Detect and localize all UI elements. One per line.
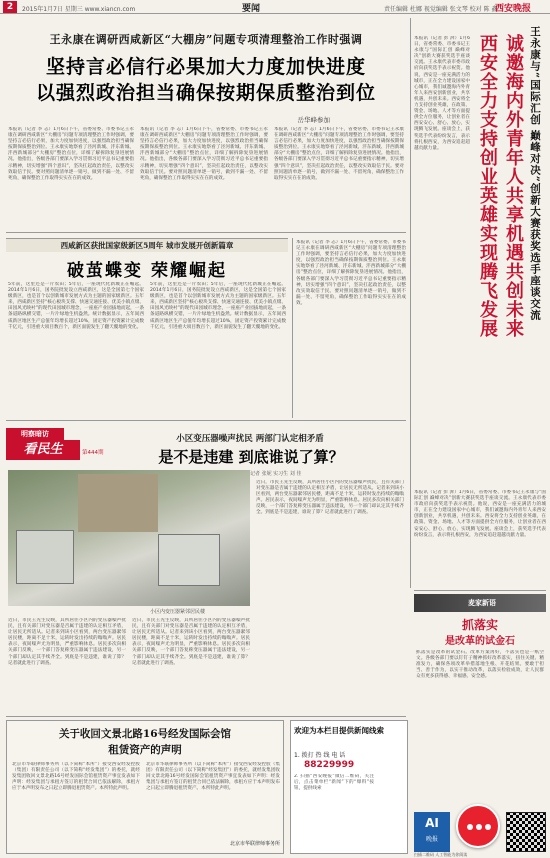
hotline-line2: 2. 扫描“西安晚报”微信二维码，关注后，点击菜单栏“新闻”下的“爆料”按钮，提供线索 [294, 774, 374, 792]
page-header [0, 0, 550, 14]
more-menu-button[interactable] [456, 804, 500, 848]
feature-body-col1: 5年前，这里还是一片农田；5年后，一座现代化新城正在崛起。2014年1月6日，国务院批复设立西咸新区，这是全国第七个国家级新区，也是首个以创新城市发展方式为主题的国家级新区。五年来，西咸新区坚持“核心板块支撑、快速交通连接、优美小镇点缀、田园风光映衬”的现代田园城市理念，一座座产业园拔地而起，一条条道路纵横交错，一片片绿地生机盎然。统计数据显示，五年间西咸新区地区生产总值年均增长超过10%，固定资产投资累计完成数千亿元，引进重大项目数百个，新区面貌发生了翻天覆地的变化。 [8, 282, 144, 330]
lead-byline: 岳华峰参加 [297, 116, 330, 124]
column-divider [410, 18, 411, 588]
column-headline-line1: 抓落实 [461, 618, 498, 632]
section-title: 要闻 [242, 4, 261, 14]
side-headline-a: 诚邀海内外青年人共享机遇共创未来 [503, 34, 524, 338]
transformer-box-left [16, 530, 74, 584]
notice-body-col1: 北京市华联律师事务所（以下简称“本所”）接受西安经发控股（集团）有限责任公司（以下简称“经发集团”）的委托，就经发集团收回文景北路16号经发国际会馆租赁资产事宜发表如下声明：经发集团与承租方签订的租赁合同已依法解除，承租方应于本声明发布之日起立即腾退租赁资产。本所特此声明。 [12, 762, 140, 792]
inquiry-reporter: 记者 张妮 实习生 刘 佳 [250, 471, 302, 477]
side-headline-b: 西安全力支持创业英雄实现腾飞发展 [477, 34, 498, 338]
hotline-phone[interactable]: 88229999 [304, 760, 355, 770]
photo-caption: 小区内变压器紧邻居民楼 [150, 609, 206, 615]
lead-headline-line2: 以强烈政治担当确保按期保质整治到位 [35, 82, 376, 104]
feature-kicker-bar [6, 238, 288, 252]
notice-body-col2: 北京市华联律师事务所（以下简称“本所”）接受西安经发控股（集团）有限责任公司（以下简称“经发集团”）的委托，就经发集团收回文景北路16号经发国际会馆租赁资产事宜发表如下声明：经发集团与承租方签订的租赁合同已依法解除，承租方应于本声明发布之日起立即腾退租赁资产。本所特此声明。 [146, 762, 280, 792]
column-headline-line2: 是改革的试金石 [445, 636, 515, 647]
column-divider [292, 238, 293, 418]
hotline-title: 欢迎为本栏目提供新闻线索 [294, 726, 384, 735]
lead-headline-line1: 坚持言必信行必果加大力度加快进度 [45, 56, 366, 78]
column-body: 抓落实是改革的试金石。改革方案再好，不落实也是一纸空文。各级各部门要以钉钉子精神抓好改革落实，扭住关键、精准发力，确保各项改革举措落地生根、开花结果。要敢于担当、善于作为，以实干推动改革，以落实检验成效，让人民群众有更多获得感、幸福感、安全感。 [416, 650, 544, 680]
page-number: 2 [3, 1, 17, 13]
side-body-col1: 本报讯（记者 彭 湃）1月6日，省委常委、市委书记王永康与“国际汇创 巅峰对决”创新大赛获奖选手座谈交流。王永康代表市委市政府向获奖选手表示祝贺。他说，西安是一座充满活力的城市，正在全力建设国家中心城市，我们诚邀海内外青年人来西安创新创业，共享机遇，共创未来。西安将全力支持创业英雄，在政策、资金、场地、人才等方面提供全方位服务，让创业者在西安安心、舒心、放心，实现腾飞发展。座谈会上，获奖选手代表纷纷发言，表示将扎根西安，为西安追赶超越贡献力量。 [414, 36, 470, 151]
inquiry-headline: 是不是违建 到底谁说了算？ [158, 448, 344, 466]
lead-body-col1: 本报讯（记者 李 志）1月6日下午，省委常委、市委书记王永康在调研西咸新区“大棚房”问题专项清理整治工作时强调，要坚持言必信行必果，加大力度加快进度，以强烈政治担当确保按期保质整治到位。王永康实地察看了泾河新城、沣东新城、沣西新城部分“大棚房”整治点位，详细了解拆除复垦进展情况。他指出，各级各部门要深入学习贯彻习近平总书记重要指示精神，切实增强“四个意识”，坚决扛起政治责任，以整改实效取信于民。要对照问题清单逐一销号，做到不漏一处、不留死角，确保整治工作取得实实在在的成效。 [8, 127, 134, 181]
dot-icon [485, 824, 491, 830]
editor-credits: 责任编辑 杜娜 视觉编辑 张文琴 校对 陈 鑫 [384, 6, 498, 13]
inquiry-body-col2: 近日，市民王先生反映，其所居住小区内的变压器噪声扰民，且有关部门对变压器是否属于违建的认定相互矛盾，让居民无所适从。记者来到该小区看到，两台变压器紧邻居民楼，距离不足十米，运转时发出持续的嗡嗡声。居民表示，夜间噪声尤为明显，严重影响休息。居民多次向相关部门反映，一个部门答复称变压器属于违法建设，另一个部门却认定其手续齐全。到底是不是违建，谁说了算？记者就此进行了调查。 [132, 618, 250, 666]
side-kicker: 王永康与“国际汇创 巅峰对决”创新大赛获奖选手座谈交流 [529, 26, 541, 321]
inquiry-body-col1: 近日，市民王先生反映，其所居住小区内的变压器噪声扰民，且有关部门对变压器是否属于违建的认定相互矛盾，让居民无所适从。记者来到该小区看到，两台变压器紧邻居民楼，距离不足十米，运转时发出持续的嗡嗡声。居民表示，夜间噪声尤为明显，严重影响休息。居民多次向相关部门反映，一个部门答复称变压器属于违法建设，另一个部门却认定其手续齐全。到底是不是违建，谁说了算？记者就此进行了调查。 [8, 618, 126, 666]
divider [6, 716, 406, 717]
ai-text: 扫描二维码 人工智能为你阅读 [414, 852, 468, 857]
lead-body-continued: 本报讯（记者 李 志）1月6日下午，省委常委、市委书记王永康在调研西咸新区“大棚房”问题专项清理整治工作时强调，要坚持言必信行必果，加大力度加快进度，以强烈政治担当确保按期保质整治到位。王永康实地察看了泾河新城、沣东新城、沣西新城部分“大棚房”整治点位，详细了解拆除复垦进展情况。他指出，各级各部门要深入学习贯彻习近平总书记重要指示精神，切实增强“四个意识”，坚决扛起政治责任，以整改实效取信于民。要对照问题清单逐一销号，做到不漏一处、不留死角，确保整治工作取得实实在在的成效。 [296, 240, 406, 306]
feature-kicker: 西咸新区获批国家级新区5周年 城市发展开创新篇章 [60, 241, 234, 250]
issue-date: 2015年1月7日 星期三 www.xiancn.com [22, 6, 136, 13]
column-banner-text: 麦家新语 [468, 598, 496, 607]
lead-kicker: 王永康在调研西咸新区“大棚房”问题专项清理整治工作时强调 [49, 33, 363, 46]
issue-number: 第444期 [82, 450, 104, 456]
column-banner [414, 594, 546, 612]
feature-body-col2: 5年前，这里还是一片农田；5年后，一座现代化新城正在崛起。2014年1月6日，国务院批复设立西咸新区，这是全国第七个国家级新区，也是首个以创新城市发展方式为主题的国家级新区。五年来，西咸新区坚持“核心板块支撑、快速交通连接、优美小镇点缀、田园风光映衬”的现代田园城市理念，一座座产业园拔地而起，一条条道路纵横交错，一片片绿地生机盎然。统计数据显示，五年间西咸新区地区生产总值年均增长超过10%，固定资产投资累计完成数千亿元，引进重大项目数百个，新区面貌发生了翻天覆地的变化。 [150, 282, 286, 330]
notice-title-line1: 关于收回文景北路16号经发国际会馆 [58, 728, 232, 740]
qr-code-icon[interactable] [506, 812, 546, 852]
dot-icon [476, 824, 482, 830]
column-name: 看民生 [6, 440, 80, 460]
transformer-box-right [158, 534, 220, 586]
side-body-bottom: 本报讯（记者 彭 湃）1月6日，省委常委、市委书记王永康与“国际汇创 巅峰对决”创新大赛获奖选手座谈交流。王永康代表市委市政府向获奖选手表示祝贺。他说，西安是一座充满活力的城市，正在全力建设国家中心城市，我们诚邀海内外青年人来西安创新创业，共享机遇，共创未来。西安将全力支持创业英雄，在政策、资金、场地、人才等方面提供全方位服务，让创业者在西安安心、舒心、放心，实现腾飞发展。座谈会上，获奖选手代表纷纷发言，表示将扎根西安，为西安追赶超越贡献力量。 [414, 490, 546, 538]
masthead-logo: 西安晚报 [495, 4, 532, 14]
transformer-photo [8, 470, 250, 606]
dot-icon [467, 824, 473, 830]
feature-headline: 破茧蝶变 荣耀崛起 [67, 261, 227, 281]
ai-corner [414, 812, 450, 852]
notice-title-line2: 租赁资产的声明 [108, 744, 182, 756]
notice-signature: 北京市华联律师事务所 [229, 841, 280, 847]
divider [6, 232, 406, 233]
lead-body-col2: 本报讯（记者 李 志）1月6日下午，省委常委、市委书记王永康在调研西咸新区“大棚房”问题专项清理整治工作时强调，要坚持言必信行必果，加大力度加快进度，以强烈政治担当确保按期保质整治到位。王永康实地察看了泾河新城、沣东新城、沣西新城部分“大棚房”整治点位，详细了解拆除复垦进展情况。他指出，各级各部门要深入学习贯彻习近平总书记重要指示精神，切实增强“四个意识”，坚决扛起政治责任，以整改实效取信于民。要对照问题清单逐一销号，做到不漏一处、不留死角，确保整治工作取得实实在在的成效。 [140, 127, 268, 181]
ai-badge: AI [425, 816, 439, 830]
inquiry-kicker: 小区变压器噪声扰民 两部门认定相矛盾 [176, 434, 324, 444]
divider [414, 590, 546, 591]
divider [6, 420, 406, 421]
ai-label: 晚报 [425, 836, 438, 843]
lead-body-col3: 本报讯（记者 李 志）1月6日下午，省委常委、市委书记王永康在调研西咸新区“大棚房”问题专项清理整治工作时强调，要坚持言必信行必果，加大力度加快进度，以强烈政治担当确保按期保质整治到位。王永康实地察看了泾河新城、沣东新城、沣西新城部分“大棚房”整治点位，详细了解拆除复垦进展情况。他指出，各级各部门要深入学习贯彻习近平总书记重要指示精神，切实增强“四个意识”，坚决扛起政治责任，以整改实效取信于民。要对照问题清单逐一销号，做到不漏一处、不留死角，确保整治工作取得实实在在的成效。 [274, 127, 404, 181]
residential-building [78, 474, 158, 532]
hotline-line1: 1. 拨打 热 线 电 话 [294, 752, 346, 759]
inquiry-body-right: 近日，市民王先生反映，其所居住小区内的变压器噪声扰民，且有关部门对变压器是否属于违建的认定相互矛盾，让居民无所适从。记者来到该小区看到，两台变压器紧邻居民楼，距离不足十米，运转时发出持续的嗡嗡声。居民表示，夜间噪声尤为明显，严重影响休息。居民多次向相关部门反映，一个部门答复称变压器属于违法建设，另一个部门却认定其手续齐全。到底是不是违建，谁说了算？记者就此进行了调查。 [256, 480, 404, 516]
column-badge: 明察暗访 [6, 428, 64, 440]
